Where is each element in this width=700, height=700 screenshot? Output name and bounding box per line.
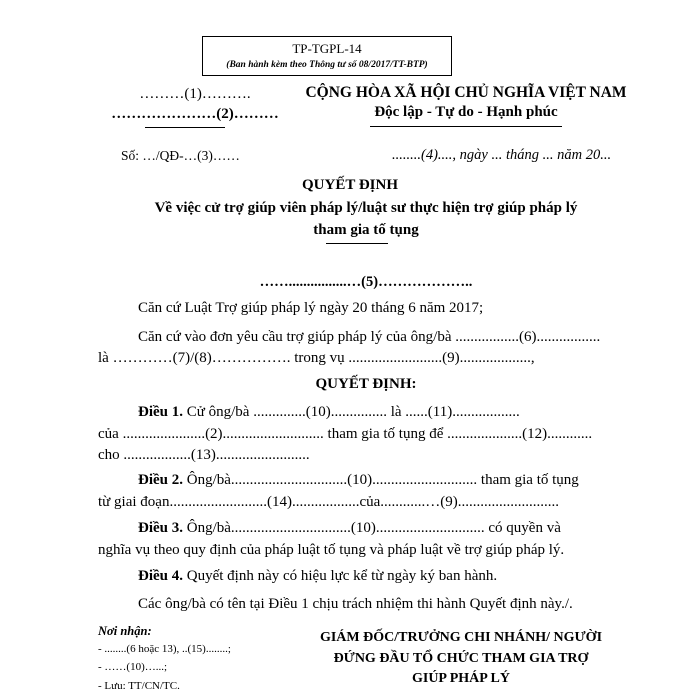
signer-title-1: GIÁM ĐỐC/TRƯỞNG CHI NHÁNH/ NGƯỜI <box>319 630 603 645</box>
form-code-box <box>202 36 452 76</box>
decision-number: Số: …/QĐ-…(3)…… <box>121 148 240 163</box>
article-2-label: Điều 2. <box>138 472 183 488</box>
issuing-authority: ……................…(5)……………….. <box>259 274 473 290</box>
recipient-item: - ……(10)…...; <box>98 661 168 673</box>
article-1-label: Điều 1. <box>138 404 183 420</box>
article-3-line2: nghĩa vụ theo quy định của pháp luật tố tụng và pháp luật về trợ giúp pháp lý. <box>98 542 565 558</box>
form-issuance-note: (Ban hành kèm theo Thông tư số 08/2017/TT-BTP) <box>226 60 428 70</box>
article-1-line2: của ......................(2)........................... tham gia tố tụng để ....................(12)............ <box>98 426 593 442</box>
article-3-text-1: Ông/bà................................(10)............................. có quyền và <box>186 520 561 536</box>
agency-line-1: ………(1)………. <box>139 86 251 102</box>
decides-heading: QUYẾT ĐỊNH: <box>315 376 417 392</box>
article-1-line1 <box>138 404 520 421</box>
legal-basis-2-line2: là …………(7)/(8)……………. trong vụ .........................(9)..................., <box>98 350 535 366</box>
article-3-line1 <box>138 520 561 537</box>
article-4-text: Quyết định này có hiệu lực kể từ ngày ký ban hành. <box>186 568 498 584</box>
recipient-item: - ........(6 hoặc 13), ..(15)........; <box>98 643 231 655</box>
motto-underline <box>370 126 562 127</box>
article-4 <box>138 568 497 585</box>
signer-title-3: GIÚP PHÁP LÝ <box>411 671 510 686</box>
article-3-label: Điều 3. <box>138 520 183 536</box>
article-2-line1 <box>138 472 579 489</box>
form-code: TP-TGPL-14 <box>292 41 362 56</box>
national-motto: Độc lập - Tự do - Hạnh phúc <box>374 104 558 120</box>
date-line: ........(4)...., ngày ... tháng ... năm 20... <box>392 147 612 163</box>
decision-title: QUYẾT ĐỊNH <box>302 177 398 193</box>
decision-subject-1: Về việc cử trợ giúp viên pháp lý/luật sư thực hiện trợ giúp pháp lý <box>154 200 578 216</box>
legal-basis-1: Căn cứ Luật Trợ giúp pháp lý ngày 20 tháng 6 năm 2017; <box>138 300 484 316</box>
recipient-item: - Lưu: TT/CN/TC. <box>98 680 180 692</box>
article-1-line3: cho ..................(13)......................... <box>98 447 310 463</box>
national-title: CỘNG HÒA XÃ HỘI CHỦ NGHĨA VIỆT NAM <box>305 84 627 101</box>
article-4-label: Điều 4. <box>138 568 183 584</box>
subject-underline <box>326 243 388 244</box>
recipients-title: Nơi nhận: <box>98 624 152 638</box>
article-2-line2: từ giai đoạn..........................(14)..................của............…(9)........................... <box>98 494 559 510</box>
closing-clause: Các ông/bà có tên tại Điều 1 chịu trách nhiệm thi hành Quyết định này./. <box>138 596 573 612</box>
agency-underline <box>145 127 225 128</box>
legal-basis-2-line1: Căn cứ vào đơn yêu cầu trợ giúp pháp lý của ông/bà .................(6)................. <box>138 329 601 345</box>
article-2-text-1: Ông/bà...............................(10)............................ tham gia tố tụng <box>186 472 579 488</box>
agency-line-2: …………………(2)……… <box>111 106 279 122</box>
signer-title-2: ĐỨNG ĐẦU TỔ CHỨC THAM GIA TRỢ <box>333 651 589 666</box>
decision-subject-2: tham gia tố tụng <box>313 222 419 238</box>
article-1-text-1: Cử ông/bà ..............(10)............... là ......(11).................. <box>186 404 520 420</box>
